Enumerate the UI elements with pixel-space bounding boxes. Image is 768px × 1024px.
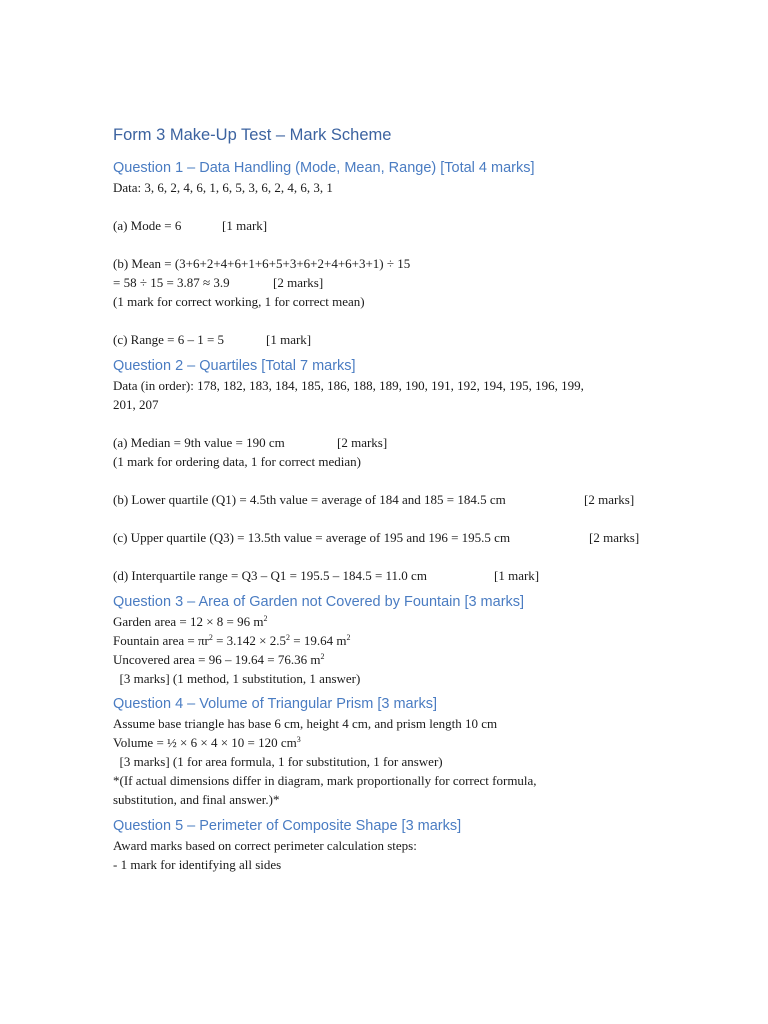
q1-part-b-line1: (b) Mean = (3+6+2+4+6+1+6+5+3+6+2+4+6+3+1) ÷ 15 — [113, 256, 411, 271]
q2-b-text: (b) Lower quartile (Q1) = 4.5th value = average of 184 and 185 = 184.5 cm — [113, 492, 506, 507]
question-5-heading: Question 5 – Perimeter of Composite Shape [3 marks] — [113, 818, 462, 834]
q3-fountain-exp-2: 2 — [286, 633, 291, 642]
q2-b-marks: [2 marks] — [584, 492, 635, 507]
q2-a-text: (a) Median = 9th value = 190 cm — [113, 435, 285, 450]
q1-c-text: (c) Range = 6 – 1 = 5 — [113, 332, 225, 347]
question-1-heading: Question 1 – Data Handling (Mode, Mean, Range) [Total 4 marks] — [113, 160, 535, 176]
q3-uncovered-text: Uncovered area = 96 – 19.64 = 76.36 m — [113, 652, 321, 667]
q4-assumption: Assume base triangle has base 6 cm, height 4 cm, and prism length 10 cm — [113, 716, 498, 731]
q2-data-line2: 201, 207 — [113, 397, 159, 412]
q2-d-marks: [1 mark] — [494, 568, 540, 583]
q3-fountain-area — [113, 631, 673, 650]
q3-garden-area — [113, 612, 673, 631]
q2-c-text: (c) Upper quartile (Q3) = 13.5th value = average of 195 and 196 = 195.5 cm — [113, 530, 511, 545]
q1-b2-marks: [2 marks] — [273, 275, 324, 290]
q2-d-text: (d) Interquartile range = Q3 – Q1 = 195.5 – 184.5 = 11.0 cm — [113, 568, 427, 583]
q5-award: Award marks based on correct perimeter calculation steps: — [113, 838, 417, 853]
q2-data-line1: Data (in order): 178, 182, 183, 184, 185, 186, 188, 189, 190, 191, 192, 194, 195, 196, 199, — [113, 378, 584, 393]
q2-part-b — [113, 490, 673, 509]
q3-fountain-text-1: Fountain area = πr — [113, 633, 209, 648]
q2-part-a-note: (1 mark for ordering data, 1 for correct median) — [113, 454, 361, 469]
question-4-heading: Question 4 – Volume of Triangular Prism [3 marks] — [113, 696, 437, 712]
q5-item-1: - 1 mark for identifying all sides — [113, 857, 282, 872]
q4-note-line2: substitution, and final answer.)* — [113, 792, 280, 807]
q4-volume — [113, 733, 673, 752]
q4-note-line1: *(If actual dimensions differ in diagram, mark proportionally for correct formula, — [113, 773, 537, 788]
q1-part-b-line2 — [113, 273, 673, 292]
q1-part-c — [113, 330, 673, 349]
q3-marks: [3 marks] (1 method, 1 substitution, 1 answer) — [113, 671, 361, 686]
question-2-heading: Question 2 – Quartiles [Total 7 marks] — [113, 358, 356, 374]
q1-c-marks: [1 mark] — [266, 332, 312, 347]
q1-a-text: (a) Mode = 6 — [113, 218, 182, 233]
q2-part-c — [113, 528, 673, 547]
q3-fountain-exp-3: 2 — [346, 633, 351, 642]
q4-marks: [3 marks] (1 for area formula, 1 for substitution, 1 for answer) — [113, 754, 443, 769]
question-3-heading: Question 3 – Area of Garden not Covered by Fountain [3 marks] — [113, 594, 525, 610]
q3-garden-exp: 2 — [263, 614, 268, 623]
q1-part-a — [113, 216, 673, 235]
q3-uncovered-area — [113, 650, 673, 669]
q3-fountain-text-3: = 19.64 m — [290, 633, 347, 648]
q1-b2-text: = 58 ÷ 15 = 3.87 ≈ 3.9 — [113, 275, 230, 290]
q4-volume-exp: 3 — [296, 735, 301, 744]
q2-c-marks: [2 marks] — [589, 530, 640, 545]
q3-garden-text: Garden area = 12 × 8 = 96 m — [113, 614, 264, 629]
q3-fountain-text-2: = 3.142 × 2.5 — [212, 633, 287, 648]
q1-part-b-note: (1 mark for correct working, 1 for correct mean) — [113, 294, 365, 309]
q4-volume-text: Volume = ½ × 6 × 4 × 10 = 120 cm — [113, 735, 297, 750]
q1-a-marks: [1 mark] — [222, 218, 268, 233]
q2-part-a — [113, 433, 673, 452]
q2-part-d — [113, 566, 673, 585]
q2-a-marks: [2 marks] — [337, 435, 388, 450]
q3-fountain-exp-1: 2 — [208, 633, 213, 642]
q1-data: Data: 3, 6, 2, 4, 6, 1, 6, 5, 3, 6, 2, 4, 6, 3, 1 — [113, 180, 333, 195]
mark-scheme-page — [113, 124, 673, 874]
q3-uncovered-exp: 2 — [320, 652, 325, 661]
page-title: Form 3 Make-Up Test – Mark Scheme — [113, 126, 392, 144]
